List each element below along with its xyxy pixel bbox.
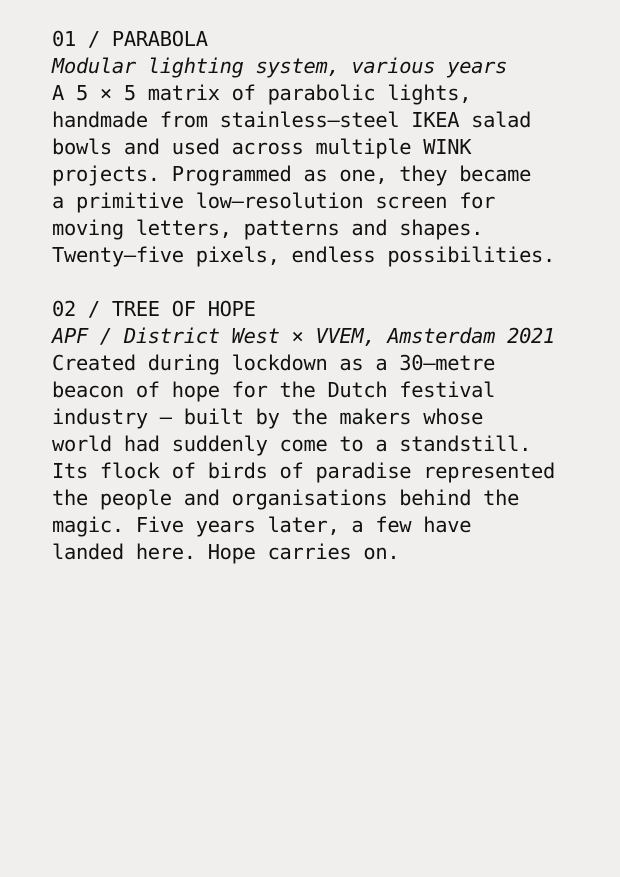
entry-description <box>52 350 612 566</box>
description-line: moving letters, patterns and shapes. <box>52 216 484 240</box>
description-line: A 5 × 5 matrix of parabolic lights, <box>52 81 472 105</box>
entry-title: 01 / PARABOLA <box>52 27 208 51</box>
entry-parabola <box>52 26 612 269</box>
description-line: a primitive low–resolution screen for <box>52 189 496 213</box>
description-line: the people and organisations behind the <box>52 486 520 510</box>
entry-tree-of-hope <box>52 296 612 566</box>
description-line: Twenty–five pixels, endless possibilities. <box>52 243 556 267</box>
description-line: beacon of hope for the Dutch festival <box>52 378 496 402</box>
description-line: landed here. Hope carries on. <box>52 540 400 564</box>
document-page <box>52 26 612 566</box>
entry-subtitle: APF / District West × VVEM, Amsterdam 2021 <box>52 324 556 348</box>
description-line: projects. Programmed as one, they became <box>52 162 532 186</box>
description-line: industry – built by the makers whose <box>52 405 484 429</box>
description-line: magic. Five years later, a few have <box>52 513 472 537</box>
description-line: handmade from stainless–steel IKEA salad <box>52 108 532 132</box>
description-line: Its flock of birds of paradise represented <box>52 459 556 483</box>
entry-subtitle: Modular lighting system, various years <box>52 54 508 78</box>
entry-description <box>52 80 612 269</box>
description-line: world had suddenly come to a standstill. <box>52 432 532 456</box>
description-line: bowls and used across multiple WINK <box>52 135 472 159</box>
description-line: Created during lockdown as a 30–metre <box>52 351 496 375</box>
entry-title: 02 / TREE OF HOPE <box>52 297 256 321</box>
